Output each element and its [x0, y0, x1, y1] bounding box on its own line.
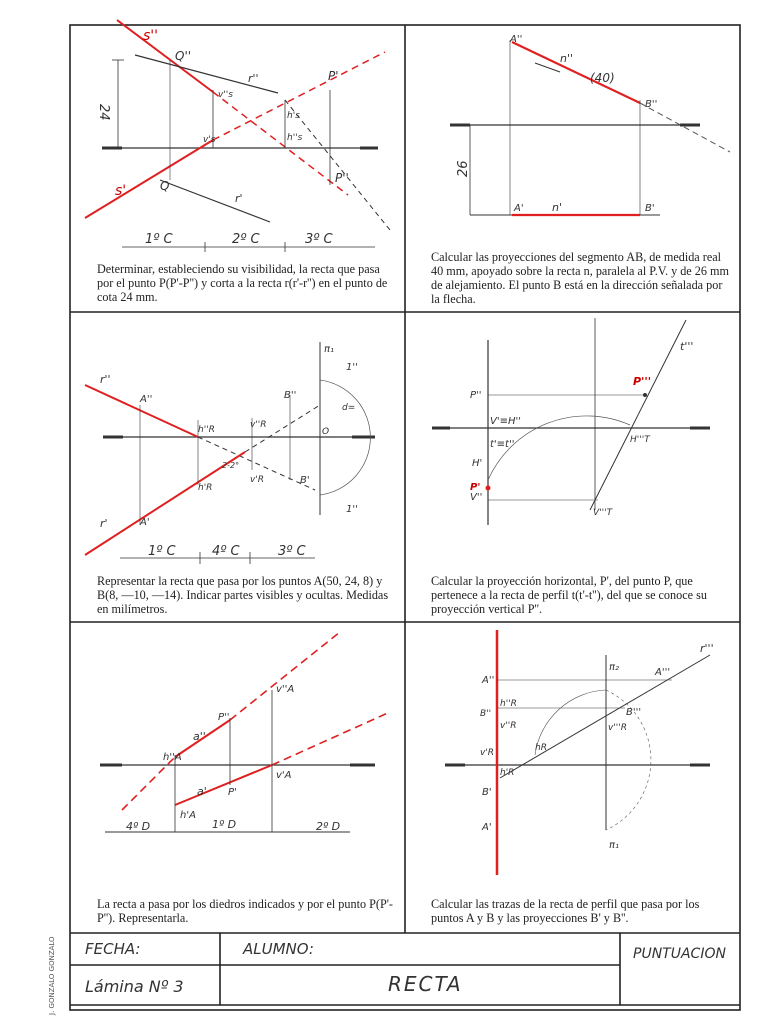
- p2-label-dim: 26: [456, 160, 471, 177]
- p6-label-hrp: hR: [535, 743, 547, 753]
- p2-label-a1: A': [514, 203, 524, 214]
- puntuacion-label: PUNTUACION: [633, 946, 726, 962]
- lamina-label: Lámina Nº 3: [85, 977, 184, 996]
- p4-label-p3: P''': [633, 375, 652, 388]
- p1-dihedron-1: 1º C: [145, 232, 173, 247]
- p4-label-t3: t''': [680, 340, 694, 353]
- p1-label-p2: P'': [335, 171, 349, 185]
- p4-label-h1: H': [472, 458, 483, 469]
- p6-label-a3: A''': [655, 667, 671, 678]
- panel-6-drawing: [445, 630, 714, 875]
- p4-label-vh: V'≡H'': [490, 416, 521, 427]
- p5-dihedron-2: 1º D: [212, 818, 237, 831]
- p1-label-vs1: v's: [203, 135, 216, 145]
- p1-label-r2: r'': [248, 72, 259, 85]
- p6-label-b3: B''': [626, 707, 642, 718]
- panel-2-caption: Calcular las proyecciones del segmento AB, de medida real 40 mm, apoyado sobre la recta n, paralela al P.V. y de 26 mm de alejamiento. El punto B está en la dirección señalada por la flecha.: [431, 250, 729, 306]
- panel-5-caption: La recta a pasa por los diedros indicados y por el punto P(P'-P''). Representarla.: [97, 897, 393, 925]
- p3-label-one2: 1'': [346, 362, 358, 373]
- p3-label-b1: B': [300, 475, 310, 486]
- p5-label-va2: v''A: [276, 684, 295, 695]
- p6-label-vrp: v'''R: [608, 723, 628, 733]
- sheet-frame: [70, 25, 740, 1010]
- p5-label-p1: P': [228, 787, 237, 798]
- p4-label-p2: P'': [470, 390, 482, 401]
- p3-label-hr2: h''R: [198, 425, 215, 435]
- p5-label-a2: a'': [193, 730, 206, 743]
- p1-label-q1: Q: [160, 179, 170, 193]
- p6-label-hr1: h'R: [500, 768, 515, 778]
- p5-label-p2: P'': [218, 712, 230, 723]
- p1-label-hs1: h's: [287, 111, 300, 121]
- p1-label-vs2: v''s: [218, 90, 233, 100]
- p5-dihedron-3: 2º D: [316, 820, 341, 833]
- p3-label-hr1: h'R: [198, 483, 213, 493]
- p3-label-r1: r': [100, 517, 108, 530]
- panel-6-caption: Calcular las trazas de la recta de perfil que pasa por los puntos A y B y las proyecciones B' y B''.: [431, 897, 700, 925]
- p1-label-r1: r': [235, 192, 243, 205]
- p3-label-b2: B'': [284, 390, 297, 401]
- p3-label-o: O: [322, 427, 330, 437]
- panel-1-drawing: [85, 20, 390, 252]
- panel-5-drawing: [100, 632, 390, 833]
- p2-label-n2: n'': [560, 52, 574, 65]
- p3-label-one1: 1'': [346, 504, 358, 515]
- p6-label-a1: A': [482, 822, 492, 833]
- p3-label-vr2: v''R: [250, 420, 267, 430]
- p5-label-a1: a': [197, 785, 207, 798]
- p5-dihedron-1: 4º D: [126, 820, 151, 833]
- fecha-label: FECHA:: [85, 940, 141, 958]
- p6-label-pi2: π₂: [609, 662, 620, 673]
- p1-label-s1: s': [115, 183, 127, 199]
- p6-label-pi1: π₁: [609, 840, 620, 851]
- author-side-text: J. GONZALO GONZALO: [48, 936, 56, 1015]
- panel-1-caption: Determinar, estableciendo su visibilidad, la recta que pasa por el punto P(P'-P'') y corta a la recta r(r'-r'') en el punto de cota 24 mm.: [97, 262, 388, 304]
- p2-label-b2: B'': [645, 99, 658, 110]
- p3-label-cross: 2-2°: [222, 461, 240, 470]
- panel-3-drawing: [85, 342, 375, 564]
- p2-label-n1: n': [552, 201, 562, 214]
- p1-dihedron-2: 2º C: [232, 232, 260, 247]
- p1-label-hs2: h''s: [287, 133, 303, 143]
- panel-4-caption: Calcular la proyección horizontal, P', del punto P, que pertenece a la recta de perfil t(t'-t''), del que se conoce su proyección vertical P''.: [431, 574, 707, 616]
- alumno-label: ALUMNO:: [243, 940, 314, 958]
- p2-label-a2: A'': [510, 34, 523, 45]
- p1-dihedron-3: 3º C: [305, 232, 333, 247]
- p2-label-b1: B': [645, 203, 655, 214]
- panel-3-caption: Representar la recta que pasa por los puntos A(50, 24, 8) y B(8, —10, —14). Indicar partes visibles y ocultas. Medidas en milímetros.: [97, 574, 389, 616]
- p1-label-s2: s'': [143, 28, 158, 44]
- p3-dihedron-3: 3º C: [278, 544, 306, 559]
- p6-label-vr2: v''R: [500, 721, 517, 731]
- p6-label-vr1: v'R: [480, 748, 495, 758]
- p3-label-a2: A'': [140, 394, 153, 405]
- p3-label-vr1: v'R: [250, 475, 265, 485]
- p6-label-a2: A'': [482, 675, 495, 686]
- p3-label-pi: π₁: [324, 344, 335, 355]
- p4-label-vt: V'''T: [593, 508, 613, 518]
- p4-label-v2: V'': [470, 492, 483, 503]
- p3-label-r2: r'': [100, 373, 111, 386]
- p3-dihedron-2: 4º C: [212, 544, 240, 559]
- p5-label-va1: v'A: [276, 770, 292, 781]
- p5-label-ha2: h''A: [163, 752, 182, 763]
- p4-label-p1: P': [470, 482, 481, 493]
- p4-label-ht: H'''T: [630, 435, 650, 445]
- p6-label-r3: r''': [700, 642, 714, 655]
- p1-label-p1: P': [328, 69, 339, 83]
- p5-label-ha1: h'A: [180, 810, 196, 821]
- panel-2-drawing: [450, 34, 730, 215]
- p1-label-q2: Q'': [175, 49, 192, 63]
- p6-label-b1: B': [482, 787, 492, 798]
- p6-label-b2: B'': [480, 709, 492, 719]
- p6-label-hr2: h''R: [500, 699, 517, 709]
- p2-label-len: (40): [590, 71, 615, 85]
- p1-label-dim: 24: [96, 104, 111, 121]
- p3-dihedron-1: 1º C: [148, 544, 176, 559]
- p3-label-a1: A': [140, 517, 150, 528]
- panel-4-drawing: [432, 318, 710, 525]
- p3-label-d: d=: [342, 403, 356, 413]
- p4-label-tt: t'≡t'': [490, 439, 515, 450]
- sheet-title: RECTA: [388, 972, 463, 996]
